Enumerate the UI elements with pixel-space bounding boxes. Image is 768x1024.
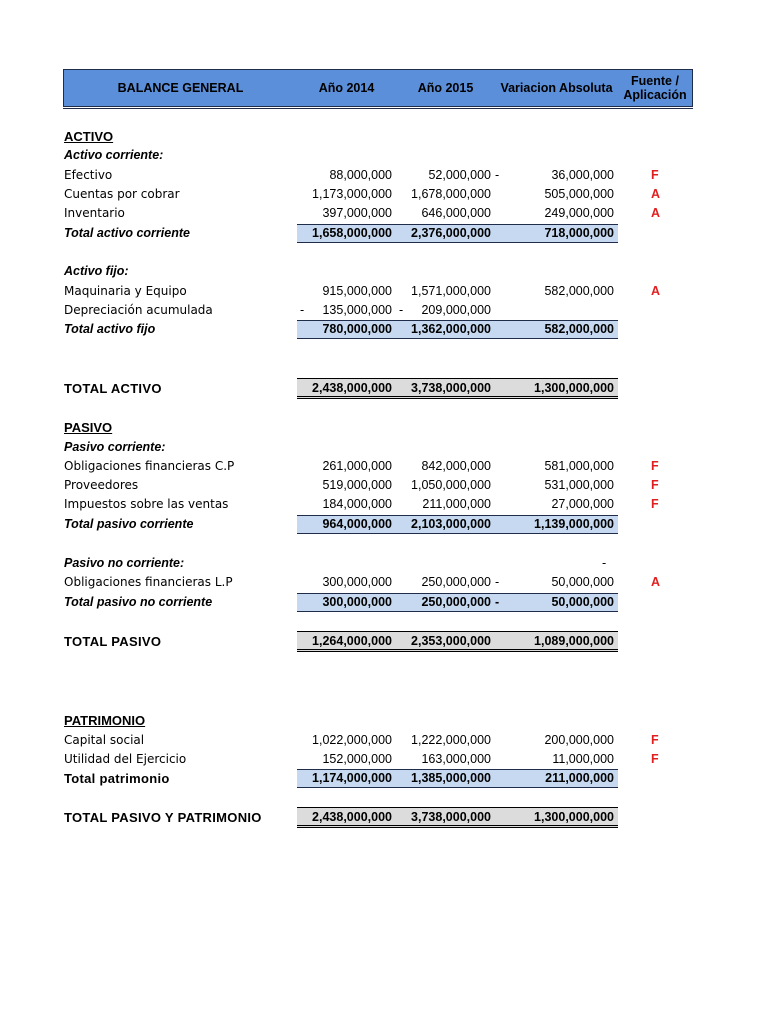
header-year-2014 <box>297 69 397 107</box>
row-label: Depreciación acumulada <box>64 303 213 317</box>
value-2014: 519,000,000 <box>322 478 392 492</box>
row-label: TOTAL ACTIVO <box>64 381 162 396</box>
value-2014: 2,438,000,000 <box>312 381 392 395</box>
negative-sign: - <box>300 303 305 317</box>
section-title: ACTIVO <box>64 129 114 144</box>
row-label: Impuestos sobre las ventas <box>64 497 229 511</box>
value-2015: 163,000,000 <box>421 752 491 766</box>
value-2014: 1,022,000,000 <box>312 733 392 747</box>
value-2014: 1,264,000,000 <box>312 634 392 648</box>
table-row-proveedores <box>0 476 768 495</box>
fuente-aplicacion-flag: F <box>651 497 659 511</box>
subsection-title: Pasivo corriente: <box>64 440 166 454</box>
header-year-2015 <box>396 69 496 107</box>
value-2015: 646,000,000 <box>421 206 491 220</box>
value-variation: 718,000,000 <box>544 226 614 240</box>
fuente-aplicacion-flag: A <box>651 206 661 220</box>
row-label: TOTAL PASIVO Y PATRIMONIO <box>64 810 262 825</box>
table-row-maquinaria <box>0 282 768 301</box>
header-divider <box>63 108 693 109</box>
value-variation: 581,000,000 <box>544 459 614 473</box>
table-row-efectivo <box>0 166 768 185</box>
dash-mark: - <box>602 556 607 570</box>
value-2014: 152,000,000 <box>322 752 392 766</box>
value-variation: 505,000,000 <box>544 187 614 201</box>
value-2015: 250,000,000 <box>421 595 491 609</box>
table-row-obligaciones-cp <box>0 457 768 476</box>
subsection-pasivo-no-corriente <box>0 554 768 573</box>
value-2015: 250,000,000 <box>421 575 491 589</box>
table-row-total-activo-fijo <box>0 320 768 339</box>
header-year-2015-text: Año 2015 <box>417 81 474 95</box>
section-activo <box>0 127 768 146</box>
section-title: PATRIMONIO <box>64 713 146 728</box>
value-2015: 3,738,000,000 <box>411 810 491 824</box>
section-title: PASIVO <box>64 420 113 435</box>
value-2015: 2,376,000,000 <box>411 226 491 240</box>
fuente-aplicacion-flag: F <box>651 168 659 182</box>
value-2015: 211,000,000 <box>422 497 491 511</box>
value-variation: 582,000,000 <box>544 284 614 298</box>
row-label: Maquinaria y Equipo <box>64 284 187 298</box>
value-2015: 1,222,000,000 <box>411 733 491 747</box>
table-row-total-pasivo-patrimonio <box>0 808 768 827</box>
table-row-obligaciones-lp <box>0 573 768 592</box>
table-row-utilidad <box>0 750 768 769</box>
value-2015: 1,571,000,000 <box>411 284 491 298</box>
fuente-aplicacion-flag: A <box>651 575 661 589</box>
value-2015: 1,678,000,000 <box>411 187 491 201</box>
value-2015: 52,000,000 <box>428 168 491 182</box>
row-label: Cuentas por cobrar <box>64 187 180 201</box>
row-label: Total activo fijo <box>64 322 156 336</box>
row-label: Obligaciones financieras C.P <box>64 459 235 473</box>
row-label: Proveedores <box>64 478 139 492</box>
value-variation: 1,139,000,000 <box>534 517 614 531</box>
table-row-total-pasivo-no-corriente <box>0 593 768 612</box>
value-2014: 300,000,000 <box>322 575 392 589</box>
value-2014: 135,000,000 <box>322 303 392 317</box>
value-2014: 261,000,000 <box>322 459 392 473</box>
value-2015: 2,103,000,000 <box>411 517 491 531</box>
table-row-depreciacion <box>0 301 768 320</box>
negative-sign: - <box>495 575 500 589</box>
header-year-2014-text: Año 2014 <box>318 81 375 95</box>
negative-sign: - <box>399 303 404 317</box>
value-2015: 2,353,000,000 <box>411 634 491 648</box>
value-2014: 964,000,000 <box>322 517 392 531</box>
header-source <box>618 69 693 107</box>
row-label: Total pasivo no corriente <box>64 595 213 609</box>
value-2014: 1,173,000,000 <box>312 187 392 201</box>
value-2014: 300,000,000 <box>322 595 392 609</box>
value-variation: 27,000,000 <box>551 497 614 511</box>
header-title-text: BALANCE GENERAL <box>117 81 244 95</box>
section-pasivo <box>0 418 768 437</box>
subsection-pasivo-corriente <box>0 438 768 457</box>
table-row-total-pasivo <box>0 632 768 651</box>
subsection-activo-fijo <box>0 262 768 281</box>
value-2014: 1,174,000,000 <box>312 771 392 785</box>
table-row-total-pasivo-corriente <box>0 515 768 534</box>
header-variation <box>495 69 619 107</box>
value-variation: 50,000,000 <box>551 575 614 589</box>
value-2015: 1,050,000,000 <box>411 478 491 492</box>
value-2014: 1,658,000,000 <box>312 226 392 240</box>
row-label: Total activo corriente <box>64 226 190 240</box>
row-label: TOTAL PASIVO <box>64 634 162 649</box>
value-2014: 780,000,000 <box>322 322 392 336</box>
value-variation: 1,089,000,000 <box>534 634 614 648</box>
value-variation: 582,000,000 <box>544 322 614 336</box>
row-label: Utilidad del Ejercicio <box>64 752 187 766</box>
table-row-total-patrimonio <box>0 769 768 788</box>
value-variation: 531,000,000 <box>544 478 614 492</box>
section-patrimonio <box>0 711 768 730</box>
fuente-aplicacion-flag: F <box>651 752 659 766</box>
value-2014: 88,000,000 <box>329 168 392 182</box>
negative-sign: - <box>495 595 500 609</box>
value-2015: 1,385,000,000 <box>411 771 491 785</box>
table-row-capital-social <box>0 731 768 750</box>
value-variation: 11,000,000 <box>552 752 614 766</box>
value-variation: 211,000,000 <box>545 771 614 785</box>
header-source-line2: Aplicación <box>623 88 687 102</box>
header-source-line1: Fuente / <box>631 74 679 88</box>
value-variation: 50,000,000 <box>551 595 614 609</box>
table-row-total-activo-corriente <box>0 224 768 243</box>
table-row-cuentas-por-cobrar <box>0 185 768 204</box>
row-label: Inventario <box>64 206 125 220</box>
fuente-aplicacion-flag: F <box>651 459 659 473</box>
fuente-aplicacion-flag: F <box>651 478 659 492</box>
row-label: Capital social <box>64 733 145 747</box>
table-row-inventario <box>0 204 768 223</box>
value-2014: 915,000,000 <box>322 284 392 298</box>
value-2014: 2,438,000,000 <box>312 810 392 824</box>
value-variation: 200,000,000 <box>544 733 614 747</box>
subsection-activo-corriente <box>0 146 768 165</box>
row-label: Total pasivo corriente <box>64 517 194 531</box>
value-2015: 1,362,000,000 <box>411 322 491 336</box>
row-label: Efectivo <box>64 168 113 182</box>
subsection-title: Activo corriente: <box>64 148 164 162</box>
row-label: Total patrimonio <box>64 771 170 786</box>
value-variation: 249,000,000 <box>544 206 614 220</box>
value-2015: 3,738,000,000 <box>411 381 491 395</box>
value-variation: 36,000,000 <box>551 168 614 182</box>
row-label: Obligaciones financieras L.P <box>64 575 233 589</box>
subsection-title: Activo fijo: <box>64 264 129 278</box>
fuente-aplicacion-flag: A <box>651 284 661 298</box>
subsection-title: Pasivo no corriente: <box>64 556 185 570</box>
value-2014: 397,000,000 <box>322 206 392 220</box>
value-variation: 1,300,000,000 <box>534 810 614 824</box>
value-2015: 842,000,000 <box>421 459 491 473</box>
table-row-total-activo <box>0 379 768 398</box>
fuente-aplicacion-flag: A <box>651 187 661 201</box>
value-2015: 209,000,000 <box>421 303 491 317</box>
header-variation-text: Variacion Absoluta <box>500 81 613 95</box>
value-2014: 184,000,000 <box>322 497 392 511</box>
table-row-impuestos <box>0 495 768 514</box>
negative-sign: - <box>495 168 500 182</box>
fuente-aplicacion-flag: F <box>651 733 659 747</box>
header-title <box>63 69 298 107</box>
value-variation: 1,300,000,000 <box>534 381 614 395</box>
